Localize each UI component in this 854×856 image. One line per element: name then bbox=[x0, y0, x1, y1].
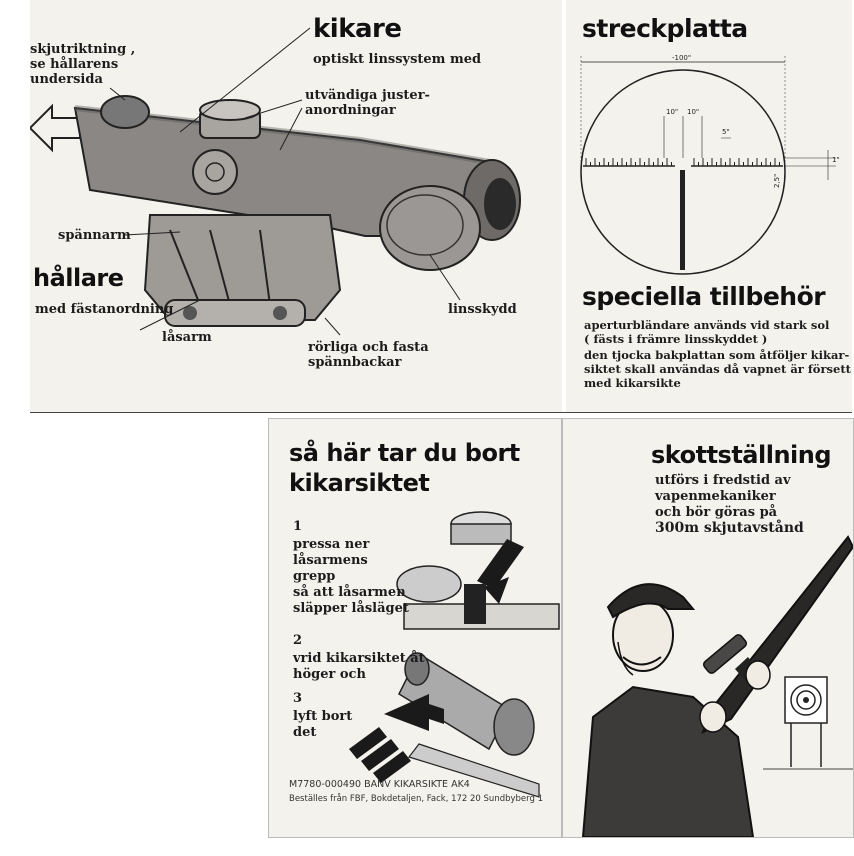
mount-title: hållare bbox=[33, 264, 124, 292]
scope-diagram-page bbox=[30, 0, 562, 412]
step2-line2: höger och bbox=[293, 667, 366, 682]
accessories-line-2: ( fästs i främre linsskyddet ) bbox=[584, 332, 768, 346]
step3-line2: det bbox=[293, 725, 317, 740]
lens-cap-label: linsskydd bbox=[448, 302, 517, 317]
zeroing-line2: vapenmekaniker bbox=[655, 489, 776, 504]
accessories-line-3: den tjocka bakplattan som åtföljer kikar- bbox=[584, 348, 850, 362]
step1-line4: så att låsarmen bbox=[293, 585, 406, 600]
soldier-illustration bbox=[563, 547, 853, 837]
reticle-page bbox=[566, 0, 852, 412]
removal-title-line1: så här tar du bort bbox=[289, 439, 520, 467]
step2-number: 2 bbox=[293, 633, 303, 648]
jaws-label-line1: rörliga och fasta bbox=[308, 340, 429, 355]
zeroing-line1: utförs i fredstid av bbox=[655, 473, 791, 488]
step3-line1: lyft bort bbox=[293, 709, 353, 724]
zeroing-range: 300m skjutavstånd bbox=[655, 520, 804, 536]
scope-subtitle: optiskt linssystem med bbox=[313, 52, 482, 67]
lasarm-label: låsarm bbox=[162, 330, 212, 345]
reticle-diagram bbox=[566, 50, 852, 280]
direction-arrow-icon bbox=[30, 106, 80, 150]
zeroing-title: skottställning bbox=[651, 441, 832, 469]
adjust-label-line2: anordningar bbox=[305, 103, 396, 118]
dim-10b-label: 10" bbox=[687, 108, 700, 116]
direction-label-line3: undersida bbox=[30, 72, 103, 87]
dim-10a-label: 10" bbox=[666, 108, 679, 116]
jaws-label-line2: spännbackar bbox=[308, 355, 402, 370]
zeroing-line3: och bör göras på bbox=[655, 505, 778, 520]
accessories-title: speciella tillbehör bbox=[582, 282, 826, 311]
step1-line1: pressa ner bbox=[293, 537, 370, 552]
removal-page bbox=[268, 418, 562, 838]
step3-number: 3 bbox=[293, 691, 303, 706]
top-divider bbox=[30, 412, 852, 413]
scope-title: kikare bbox=[313, 14, 402, 44]
zeroing-page bbox=[562, 418, 854, 838]
accessories-line-4: siktet skall användas då vapnet är försett bbox=[584, 362, 851, 376]
dim-100-label: -100" bbox=[672, 54, 692, 62]
direction-label-line1: skjutriktning , bbox=[30, 42, 136, 57]
step1-line2: låsarmens bbox=[293, 553, 368, 568]
reticle-title: streckplatta bbox=[582, 14, 748, 43]
step1-line3: grepp bbox=[293, 569, 336, 584]
footer-line1: M7780-000490 BANV KIKARSIKTE AK4 bbox=[289, 779, 470, 790]
step1-number: 1 bbox=[293, 519, 303, 534]
removal-title-line2: kikarsiktet bbox=[289, 469, 430, 497]
step1-line5: släpper låsläget bbox=[293, 601, 409, 616]
dim-2-5-label: 2,5" bbox=[773, 173, 781, 188]
spannarm-label: spännarm bbox=[58, 228, 131, 243]
accessories-line-5: med kikarsikte bbox=[584, 376, 681, 390]
mount-subtitle: med fästanordning bbox=[35, 302, 174, 317]
dim-1-label: 1" bbox=[832, 156, 840, 164]
footer-line2: Beställes från FBF, Bokdetaljen, Fack, 172 20 Sundbyberg 1 bbox=[289, 794, 544, 804]
direction-label-line2: se hållarens bbox=[30, 57, 119, 72]
adjust-label-line1: utvändiga juster- bbox=[305, 88, 430, 103]
accessories-line-1: aperturbländare används vid stark sol bbox=[584, 318, 830, 332]
dim-5-label: 5" bbox=[722, 128, 730, 136]
step2-line1: vrid kikarsiktet åt bbox=[293, 651, 425, 666]
